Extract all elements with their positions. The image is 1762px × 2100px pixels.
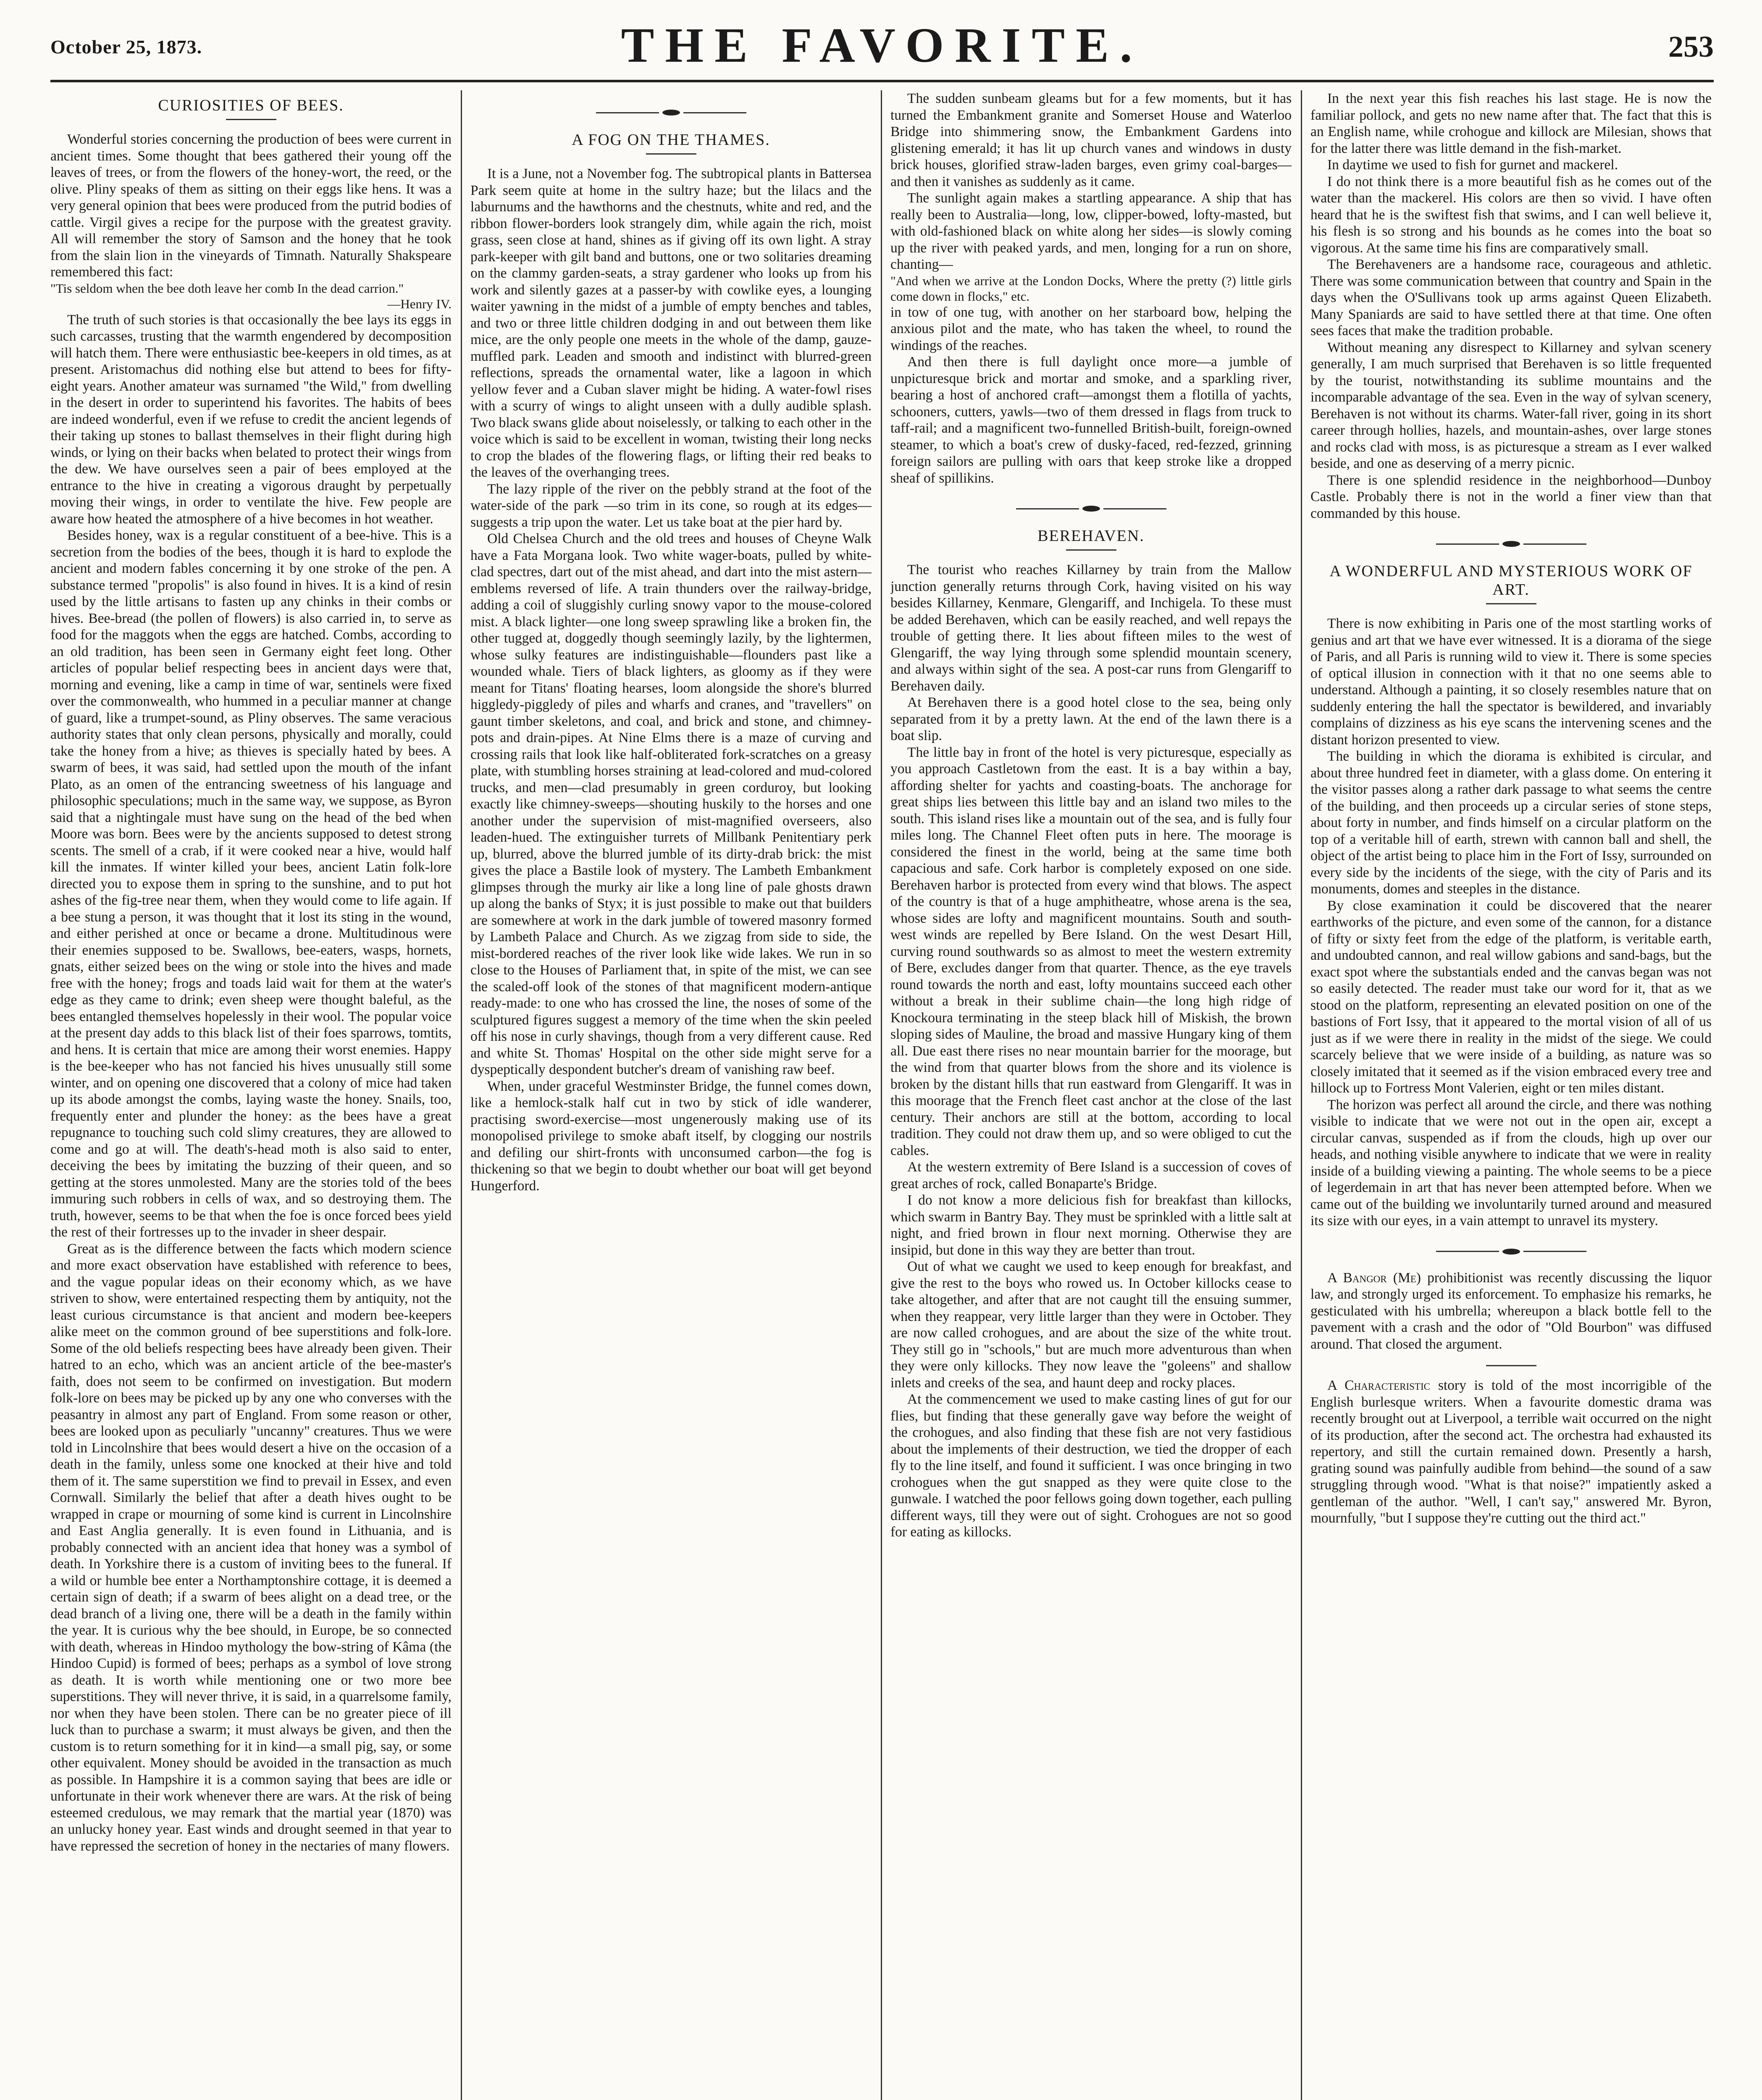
- masthead-rule: [50, 80, 1714, 82]
- article-title-diorama: A WONDERFUL AND MYSTERIOUS WORK OF ART.: [1329, 562, 1693, 598]
- bees-quote-author: —Henry IV.: [387, 296, 452, 311]
- berehaven-paragraph: I do not think there is a more beautiful fish as he comes out of the water than the mackerel. His colors are then so vivid. I have often heard that he is the swiftest fish that swims, and I can well believe it, his flesh is so strong and his bounds as he comes into the boat so vigorous. At the same time his fins are comparatively small.: [1310, 173, 1712, 256]
- berehaven-paragraph: I do not know a more delicious fish for breakfast than killocks, which swarm in Bantry Bay. They must be sprinkled with a little salt at night, and fried brown in flour next morning. Otherwise they are insipid, but done in this way they are better than trout.: [890, 1192, 1292, 1258]
- diorama-paragraph: By close examination it could be discovered that the nearer earthworks of the picture, and even some of the cannon, for a distance of fifty or sixty feet from the edge of the platform, is veritable earth, and undoubted cannon, and real willow gabions and sand-bags, but the exact spot where the substantials ended and the canvas began was not so easily detected. The reader must take our word for it, that as we stood on the platform, representing an elevated position on one of the bastions of Fort Issy, that it appeared to the mortal vision of all of us just as if we were there in reality in the midst of the siege. We could scarcely believe that we were inside of a building, as nature was so closely imitated that it seemed as if the vision embraced every tree and hillock up to Fortress Mont Valerien, eight or ten miles distant.: [1310, 898, 1712, 1096]
- column-divider: [1301, 90, 1302, 2100]
- diorama-paragraph: There is now exhibiting in Paris one of the most startling works of genius and art that we have ever witnessed. It is a diorama of the siege of Paris, and all Paris is running wild to view it. There is some species of optical illusion in connection with it that no one seems able to understand. Although a painting, it so closely resembles nature that on suddenly entering the hall the spectator is bewildered, and invariably complains of dizziness as his eye scans the intervening scenes and the distant horizon presented to view.: [1310, 616, 1712, 748]
- berehaven-paragraph: At the commencement we used to make casting lines of gut for our flies, but finding that these generally gave way before the weight of the crohogues, and also finding that these fish are not very fastidious about the implements of their destruction, we tied the dropper of each fly to the line itself, and found it sufficient. I was once bringing in two crohogues when the gut snapped as they were quite close to the gunwale. I watched the poor fellows going down together, each pulling different ways, till they were out of sight. Crohogues are not so good for eating as killocks.: [890, 1391, 1292, 1540]
- characteristic-paragraph: [1310, 1377, 1712, 1527]
- column-3: [890, 90, 1292, 2100]
- fog-paragraph: The lazy ripple of the river on the pebbly strand at the foot of the water-side of the park —so trim in its cone, so rough at its edges—suggests a trip upon the water. Let us take boat at the pier hard by.: [470, 481, 872, 530]
- berehaven-paragraph: Without meaning any disrespect to Killarney and sylvan scenery generally, I am much surprised that Berehaven is so little frequented by the tourist, notwithstanding its sublime mountains and the incomparable advantage of the sea. Even in the way of sylvan scenery, Berehaven is not without its charms. Water-fall river, going in its short career through hollies, hazels, and mountain-ashes, over large stones and rocks clad with moss, is as picturesque a stream as I ever walked beside, and one as deserving of a merry picnic.: [1310, 339, 1712, 471]
- bangor-text: prohibitionist was recently discussing the liquor law, and strongly urged its enforcement. To emphasize his remarks, he gesticulated with his umbrella; whereupon a black bottle fell to the pavement with a crash and the odor of "Old Bourbon" was diffused around. That closed the argument.: [1310, 1270, 1712, 1352]
- characteristic-lead: A Characteristic: [1327, 1378, 1430, 1393]
- issue-date: October 25, 1873.: [50, 36, 202, 58]
- column-4: [1310, 90, 1712, 2100]
- bees-quote: "Tis seldom when the bee doth leave her comb In the dead carrion.": [50, 281, 404, 296]
- berehaven-paragraph: The tourist who reaches Killarney by train from the Mallow junction generally returns through Cork, having visited on his way besides Killarney, Kenmare, Glengariff, and Inchigela. To these must be added Berehaven, which can be easily reached, and well repays the trouble of getting there. It lies about fifteen miles to the west of Glengariff, the way lying through some splendid mountain scenery, and always within sight of the sea. A post-car runs from Glengariff to Berehaven daily.: [890, 562, 1292, 694]
- berehaven-paragraph: At Berehaven there is a good hotel close to the sea, being only separated from it by a pretty lawn. At the end of the lawn there is a boat slip.: [890, 695, 1292, 743]
- article-separator: [470, 110, 872, 116]
- bangor-lead: A Bangor (Me): [1327, 1270, 1421, 1286]
- article-title-bees: CURIOSITIES OF BEES.: [158, 97, 344, 114]
- bees-paragraph: Besides honey, wax is a regular constituent of a bee-hive. This is a secretion from the bodies of the bees, though it is hard to explode the ancient and modern fables concerning it by one stroke of the pen. A substance termed "propolis" is also found in hives. It is a kind of resin used by the little artisans to fasten up any chinks in their combs or hives. Bee-bread (the pollen of flowers) is also carried in, to serve as food for the maggots when the eggs are hatched. Combs, according to an old tradition, has been seen in Germany eight feet long. Other articles of popular belief respecting bees in ancient days were that, morning and evening, like a camp in time of war, sentinels were fixed over the commonwealth, who hummed in a peculiar manner at change of guard, like a trumpet-sound, as Pliny observes. The same veracious authority states that only clean persons, physically and morally, could take the honey from a hive; as thieves is specially hated by bees. A swarm of bees, it was said, had settled upon the mouth of the infant Plato, as an omen of the entrancing sweetness of his language and philosophic speculations; much in the same way, we suppose, as Byron said that a nightingale must have sung on the head of the bed when Moore was born. Bees were by the ancients supposed to detest strong scents. The smell of a crab, if it were cooked near a hive, would half kill the inmates. If winter killed your bees, ancient Latin folk-lore directed you to expose them in spring to the sunshine, and to put hot ashes of the fig-tree near them, when they would come to life again. If a bee stung a person, it was thought that it lost its sting in the wound, and either perished at once or became a drone. Multitudinous were their enemies supposed to be. Swallows, bee-eaters, wasps, hornets, gnats, either seized bees on the wing or stole into the hives and made free with the honey; frogs and toads laid wait for them at the water's edge as they came to drink; even sheep were thought baleful, as the bees entangled themselves hopelessly in their wool. The popular voice at the present day adds to this black list of their foes sparrows, tomtits, and hens. It is certain that mice are among their worst enemies. Happy is the bee-keeper who has not fancied his hives unusually still some winter, and on opening one discovered that a colony of mice had taken up its abode amongst the combs, laying waste the honey. Snails, too, frequently enter and plunder the honey: as the bees have a great repugnance to touching such cold slimy creatures, they are allowed to come and go at will. The death's-head moth is also said to enter, deceiving the bees by imitating the buzzing of their queen, and so getting at the stores unmolested. Many are the stories told of the bees immuring such robbers in cells of wax, and so destroying them. The truth, however, seems to be that when the foe is once forced bees yield the rest of their fortresses up to the invader in sheer despair.: [50, 528, 452, 1240]
- article-title-berehaven: BEREHAVEN.: [1037, 527, 1145, 545]
- fog-paragraph: The sudden sunbeam gleams but for a few moments, but it has turned the Embankment granite and Somerset House and Waterloo Bridge into shimmering snow, the Embankment Gardens into glistening emerald; it has lit up church vanes and windows in dusty brick houses, glorified straw-laden barges, even grimy coal-barges—and then it vanishes as suddenly as it came.: [890, 91, 1292, 189]
- berehaven-paragraph: The little bay in front of the hotel is very picturesque, especially as you approach Castletown from the east. It is a bay within a bay, affording shelter for yachts and coasting-boats. The anchorage for great ships lies between this little bay and an island two miles to the south. This island rises like a mountain out of the sea, and is fully four miles long. The Channel Fleet often puts in here. The moorage is considered the finest in the world, being at the same time both capacious and safe. Cork harbor is completely exposed on one side. Berehaven harbor is protected from every wind that blows. The aspect of the country is that of a huge amphitheatre, whose arena is the sea, whose sides are lofty and magnificent mountains. South and south-west winds are repelled by Bere Island. On the west Desart Hill, curving round southwards so as almost to meet the western extremity of Bere, excludes danger from that quarter. Thence, as the eye travels round towards the north and east, lofty mountains succeed each other without a break in their sublime chain—the long high ridge of Knockoura terminating in the steep black hill of Miskish, the brown sloping sides of Mauline, the broad and massive Hungary king of them all. Due east there rises no near mountain barrier for the moorage, but the wind from that quarter blows from the shore and its violence is broken by the distant hills that run eastward from Glengariff. It was in this moorage that the French fleet cast anchor at the close of the last century. Their anchors are still at the bottom, according to local tradition. They could not draw them up, and so were obliged to cut the cables.: [890, 744, 1292, 1158]
- characteristic-text: story is told of the most incorrigible of the English burlesque writers. When a favourite domestic drama was recently brought out at Liverpool, a terrible wait occurred on the night of its production, after the second act. The orchestra had exhausted its repertory, and still the curtain remained down. Presently a harsh, grating sound was painfully audible from behind—the sound of a saw struggling through wood. "What is that noise?" impatiently asked a gentleman of the author. "Well, I can't say," answered Mr. Byron, mournfully, "but I suppose they're cutting out the third act.": [1310, 1378, 1712, 1526]
- title-rule: [646, 153, 696, 155]
- article-separator: [1310, 541, 1712, 547]
- article-separator: [1310, 1249, 1712, 1255]
- berehaven-paragraph: In daytime we used to fish for gurnet and mackerel.: [1327, 157, 1618, 173]
- title-rule: [226, 119, 276, 120]
- fog-paragraph: When, under graceful Westminster Bridge, the funnel comes down, like a hemlock-stalk half cut in two by stick of idle wanderer, practising sword-exercise—most ungenerously making use of its monopolised privilege to smoke abaft itself, by clogging our nostrils and defiling our shirt-fronts with unconsumed carbon—the fog is thickening so that we begin to doubt whether our boat will get beyond Hungerford.: [470, 1078, 872, 1194]
- berehaven-paragraph: Out of what we caught we used to keep enough for breakfast, and give the rest to the boys who rowed us. In October killocks cease to take altogether, and after that are not caught till the ensuing summer, when they reappear, very little larger than they were in October. They are now called crohogues, and are about the size of the white trout. They still go in "schools," but are much more adventurous than when they were only killocks. They now leave the "goleens" and shallow inlets and creeks of the sea, and haunt deep and rocky places.: [890, 1259, 1292, 1391]
- fog-paragraph: in tow of one tug, with another on her starboard bow, helping the anxious pilot and the mate, who has taken the wheel, to round the windings of the reaches.: [890, 304, 1292, 353]
- bees-paragraph: Wonderful stories concerning the production of bees were current in ancient times. Some thought that bees gathered their young off the leaves of trees, or from the flowers of the honey-wort, the reed, or the olive. Pliny speaks of them as sitting on their eggs like hens. It was a very general opinion that bees were produced from the putrid bodies of cattle. Virgil gives a recipe for the purpose with the greatest gravity. All will remember the story of Samson and the honey that he took from the slain lion in the vineyards of Timnath. Naturally Shakspeare remembered this fact:: [50, 131, 452, 280]
- column-divider: [461, 90, 462, 2100]
- columns: [50, 90, 1714, 2100]
- diorama-paragraph: The horizon was perfect all around the circle, and there was nothing visible to indicate that we were not out in the open air, except a circular canvas, suspended as if from the clouds, high up over our heads, and nothing visible anywhere to indicate that we were in reality inside of a building viewing a painting. The whole seems to be a piece of legerdemain in art that has never been attempted before. When we came out of the building we involuntarily turned around and measured its size with our eyes, in a vain attempt to unravel its mystery.: [1310, 1097, 1712, 1228]
- berehaven-paragraph: The Berehaveners are a handsome race, courageous and athletic. There was some communication between that country and Spain in the days when the O'Sullivans took up arms against Queen Elizabeth. Many Spaniards are said to have settled there at that time. One often sees faces that make the tradition probable.: [1310, 257, 1712, 339]
- article-title-fog: A FOG ON THE THAMES.: [572, 131, 770, 149]
- fog-paragraph: And then there is full daylight once more—a jumble of unpicturesque brick and mortar and smoke, and a sparkling river, bearing a host of anchored craft—amongst them a flotilla of yachts, schooners, cutters, yawls—two of them dressed in flags from truck to taff-rail; and a magnificent two-funnelled British-built, foreign-owned steamer, to which a boat's crew of dusky-faced, red-fezzed, grinning foreign sailors are pulling with oars that keep stroke like a dropped sheaf of spillikins.: [890, 354, 1292, 486]
- column-divider: [881, 90, 882, 2100]
- item-rule: [1486, 1365, 1536, 1366]
- article-separator: [890, 506, 1292, 512]
- berehaven-paragraph: There is one splendid residence in the neighborhood—Dunboy Castle. Probably there is not in the world a finer view than that commanded by this house.: [1310, 472, 1712, 521]
- masthead: [50, 17, 1714, 80]
- fog-paragraph: The sunlight again makes a startling appearance. A ship that has really been to Australia—long, low, clipper-bowed, lofty-masted, but with old-fashioned black on white along her sides—is slowly coming up the river with peaked yards, and men, longing for a run on shore, chanting—: [890, 190, 1292, 272]
- page-number: 253: [1668, 30, 1714, 63]
- title-rule: [1066, 549, 1116, 551]
- berehaven-paragraph: In the next year this fish reaches his last stage. He is now the familiar pollock, and gets no new name after that. The fact that this is an English name, while crohogue and killock are Milesian, shows that for the latter there was little demand in the fish-market.: [1310, 91, 1712, 156]
- fog-paragraph: It is a June, not a November fog. The subtropical plants in Battersea Park seem quite at home in the sultry haze; but the lilacs and the laburnums and the hawthorns and the chestnuts, white and red, and the ribbon flower-borders look strangely dim, while again the rich, moist grass, seen close at hand, shines as if giving off its own light. A stray park-keeper with gilt band and buttons, one or two solitaries dreaming on the clammy garden-seats, a stray gardener who looks up from his work and silently gazes at a passer-by with cowlike eyes, a lounging waiter yawning in the midst of a jumble of empty benches and tables, and two or three little children dodging in and out between them like mice, are the only people one meets in the whole of the damp, gauze-muffled park. Leaden and smooth and indistinct with blurred-green reflections, spreads the ornamental water, like a lagoon in which yellow fever and a Cuban slaver might be hiding. A water-fowl rises with a scurry of wings to alight unseen with a dully audible splash. Two black swans glide about noiselessly, or talking to each other in the voice which is said to be excellent in woman, twisting their long necks to crop the blades of the flowering flags, or lifting their red beaks to the leaves of the overhanging trees.: [470, 166, 872, 480]
- bangor-paragraph: [1310, 1270, 1712, 1353]
- bees-paragraph: The truth of such stories is that occasionally the bee lays its eggs in such carcasses, trusting that the warmth engendered by decomposition will hatch them. There were enthusiastic bee-keepers in old times, as at present. Aristomachus did nothing else but attend to bees for fifty-eight years. Another amateur was surnamed "the Wild," from dwelling in the desert in order to superintend his favorites. The habits of bees are indeed wonderful, even if we refuse to credit the ancient legends of their taking up stones to ballast themselves in their flight during high winds, or lying on their backs when belated to protect their wings from the dew. We have ourselves seen a pair of bees employed at the entrance to the hive in creating a vigorous draught by perpetually moving their wings, in order to ventilate the hive. Few people are aware how heated the atmosphere of a hive becomes in hot weather.: [50, 312, 452, 527]
- column-1: [50, 90, 452, 2100]
- diorama-paragraph: The building in which the diorama is exhibited is circular, and about three hundred feet in diameter, with a glass dome. On entering it the visitor passes along a rather dark passage to what seems the centre of the building, and then proceeds up a circular series of stone steps, about forty in number, and finds himself on a circular platform on the top of a veritable hill of earth, strewn with cannon ball and shell, the object of the artist being to place him in the Fort of Issy, surrounded on every side by the incidents of the siege, with the city of Paris and its monuments, domes and steeples in the distance.: [1310, 748, 1712, 897]
- berehaven-paragraph: At the western extremity of Bere Island is a succession of coves of great arches of rock, called Bonaparte's Bridge.: [890, 1159, 1292, 1192]
- column-2: [470, 90, 872, 2100]
- bees-paragraph: Great as is the difference between the facts which modern science and more exact observation have established with reference to bees, and the vague popular ideas on their economy which, as we have striven to show, were entertained respecting them by antiquity, not the least curious circumstance is that ancient and modern bee-keepers alike meet on the common ground of bee superstitions and folk-lore. Some of the old beliefs respecting bees have already been given. Their hatred to an echo, which was an ancient article of the bee-master's faith, does not seem to be confirmed on investigation. But modern folk-lore on bees may be picked up by any one who converses with the peasantry in almost any part of England. From some reason or other, bees are looked upon as peculiarly "uncanny" creatures. Thus we were told in Lincolnshire that bees would desert a hive on the occasion of a death in the family, unless some one knocked at their hive and told them of it. The same superstition we find to prevail in Essex, and even Cornwall. Similarly the belief that after a death hives ought to be wrapped in crape or mourning of some kind is current in Lincolnshire and East Anglia generally. It is even found in Lithuania, and is probably connected with an ancient idea that honey was a symbol of death. In Yorkshire there is a custom of inviting bees to the funeral. If a wild or humble bee enter a Northamptonshire cottage, it is deemed a certain sign of death; if a swarm of bees alight on a dead tree, or the dead branch of a living one, there will be a death in the family within the year. It is curious why the bee should, in Europe, be so connected with death, whereas in Hindoo mythology the bow-string of Kâma (the Hindoo Cupid) is formed of bees; perhaps as a symbol of love strong as death. It is worth while mentioning one or two more bee superstitions. They will never thrive, it is said, in a quarrelsome family, nor when they have been stolen. There can be no greater piece of ill luck than to purchase a swarm; it must always be given, and then the custom is to return something for it in kind—a small pig, say, or some other equivalent. Money should be avoided in the transaction as much as possible. In Hampshire it is a common saying that bees are idle or unfortunate in their work whenever there are wars. At the risk of being esteemed credulous, we may remark that the martial year (1870) was an unlucky honey year. East winds and drought seemed in that year to have repressed the secretion of honey in the nectaries of many flowers.: [50, 1241, 452, 1854]
- fog-paragraph: Old Chelsea Church and the old trees and houses of Cheyne Walk have a Fata Morgana look. Two white wager-boats, pulled by white-clad spectres, dart out of the mist ahead, and dart into the mist astern—emblems reversed of life. A train thunders over the railway-bridge, adding a coil of sluggishly curling snowy vapor to the mouse-colored mist. A black lighter—one long sweep sprawling like a broken fin, the other tugged at, doggedly though seemingly lazily, by the lightermen, whose sulky features are indistinguishable—flounders past like a wounded whale. Tiers of black lighters, as gloomy as if they were meant for Titans' floating hearses, loom alongside the shore's blurred higgledy-piggledy of piles and wharfs and cranes, and "travellers" on gaunt timber skeletons, and coal, and brick and stone, and chimney-pots and drain-pipes. At Nine Elms there is a maze of curving and crossing rails that look like half-obliterated fork-scratches on a greasy plate, with stumbling horses straining at lead-colored and mud-colored trucks, and men—clad presumably in green corduroy, but looking exactly like chimney-sweeps—shouting huskily to the horses and one another under the supervision of mist-magnified overseers, also leaden-hued. The extinguisher turrets of Millbank Penitentiary perk up, blurred, above the blurred jumble of its dirty-drab brick: the mist gives the place a Bastile look of mystery. The Lambeth Embankment glimpses through the murky air like a long line of pale ghosts drawn up along the banks of Styx; it is just possible to make out that builders are somewhere at work in the dark jumble of towered masonry formed by Lambeth Palace and Church. As we zigzag from side to side, the mist-bordered reaches of the river look like wide lakes. We run in so close to the Houses of Parliament that, in spite of the mist, we can see the scaled-off look of the stones of that magnificent modern-antique ready-made: to one who has crossed the line, the noses of some of the sculptured figures suggest a memory of the time when the skin peeled off his nose in curly shavings, though from a very different cause. Red and white St. Thomas' Hospital on the other side might serve for a dyspeptically despondent butcher's dream of vanishing raw beef.: [470, 531, 872, 1077]
- newspaper-title: THE FAVORITE.: [621, 18, 1143, 73]
- fog-quote: "And when we arrive at the London Docks, Where the pretty (?) little girls come down in flocks," etc.: [890, 273, 1292, 304]
- title-rule: [1486, 603, 1536, 604]
